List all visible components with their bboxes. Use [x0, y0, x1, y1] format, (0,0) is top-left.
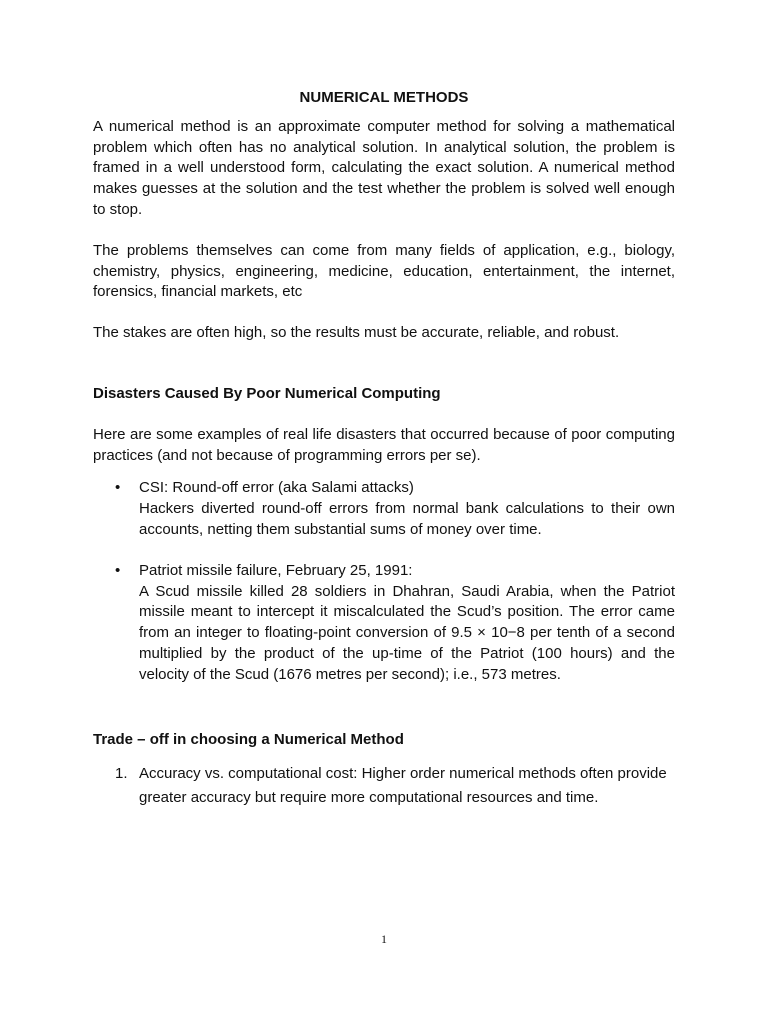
tradeoff-list: [93, 762, 675, 810]
intro-paragraph: A numerical method is an approximate computer method for solving a mathematical problem which often has no analytical solution. In analytical solution, the problem is framed in a well understood form, calculating the exact solution. A numerical method makes guesses at the solution and the test whether the problem is solved well enough to stop.: [93, 117, 675, 218]
spacer: [93, 344, 675, 384]
intro-paragraph: The problems themselves can come from many fields of application, e.g., biology, chemistry, physics, engineering, medicine, education, entertainment, the internet, forensics, financial markets, etc: [93, 241, 675, 301]
list-item-title: CSI: Round-off error (aka Salami attacks): [139, 479, 414, 497]
list-item: [93, 762, 675, 810]
list-item-title: Patriot missile failure, February 25, 1991:: [139, 561, 413, 579]
disasters-intro: Here are some examples of real life disasters that occurred because of poor computing practices (and not because of programming errors per se).: [93, 425, 675, 464]
list-item: [93, 478, 675, 540]
list-item-number: 1.: [115, 765, 128, 783]
page-number: 1: [381, 932, 387, 946]
document-title: NUMERICAL METHODS: [299, 89, 469, 106]
spacer: [93, 706, 675, 730]
list-item: [93, 561, 675, 686]
disasters-list: [93, 478, 675, 685]
list-item-text: Accuracy vs. computational cost: Higher order numerical methods often provide greater accuracy but require more computational resources and time.: [139, 765, 667, 807]
list-item-description: Hackers diverted round-off errors from normal bank calculations to their own accounts, netting them substantial sums of money over time.: [139, 500, 675, 538]
intro-paragraph: The stakes are often high, so the results must be accurate, reliable, and robust.: [93, 324, 620, 342]
spacer: [93, 303, 675, 323]
page-content: [93, 88, 675, 810]
section-heading-disasters: Disasters Caused By Poor Numerical Computing: [93, 384, 441, 402]
spacer: [93, 405, 675, 425]
bullet-icon: •: [115, 479, 121, 497]
list-item-description: A Scud missile killed 28 soldiers in Dhahran, Saudi Arabia, when the Patriot missile meant to intercept it miscalculated the Scud’s position. The error came from an integer to floating-point conversion of 9.5 × 10−8 per tenth of a second multiplied by the product of the up-time of the Patriot (100 hours) and the velocity of the Scud (1676 metres per second); i.e., 573 metres.: [139, 582, 675, 683]
spacer: [93, 221, 675, 241]
bullet-icon: •: [115, 561, 121, 579]
section-heading-tradeoff: Trade – off in choosing a Numerical Method: [93, 730, 404, 748]
